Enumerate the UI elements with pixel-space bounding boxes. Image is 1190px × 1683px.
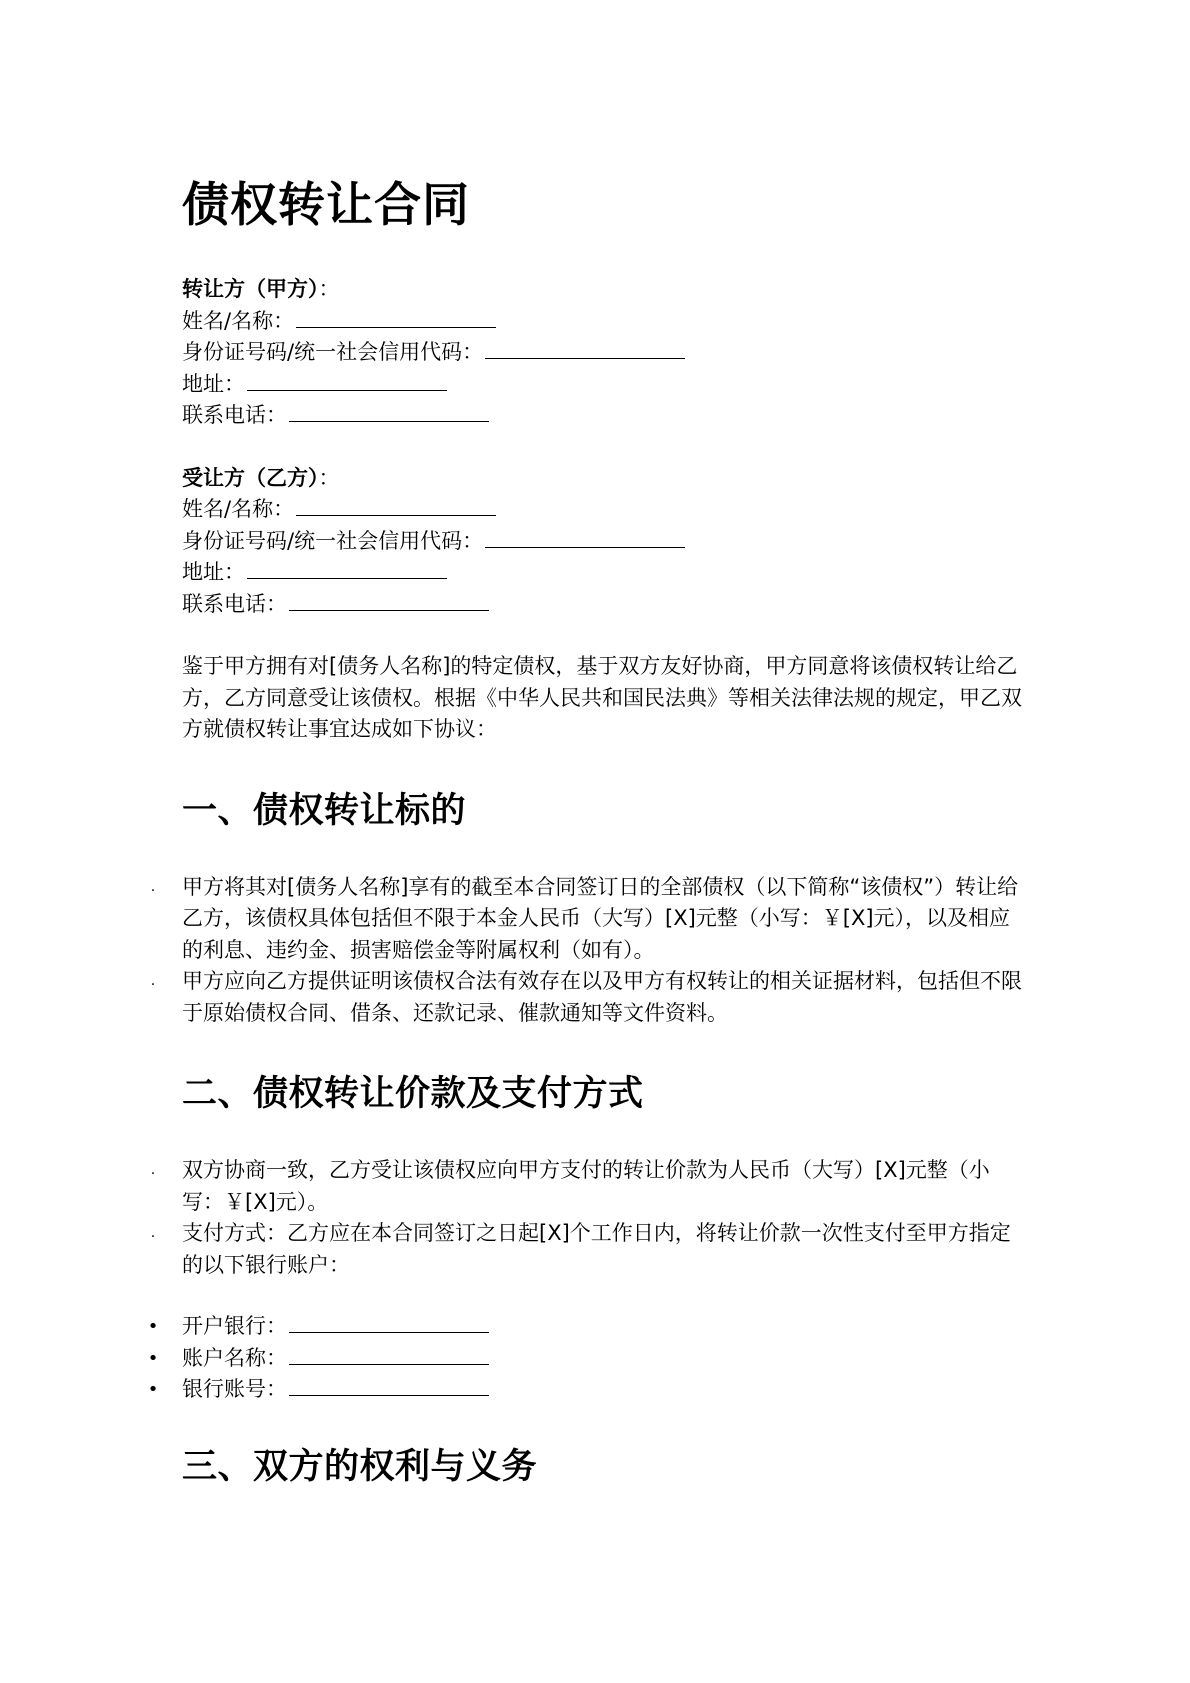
party-b-colon: ：: [318, 465, 340, 490]
section-1-list: [150, 872, 1022, 1030]
field-label: 联系电话：: [182, 591, 287, 616]
fill-in-blank: [485, 338, 685, 359]
section-3-heading: 三、双方的权利与义务: [182, 1446, 538, 1487]
party-b-block: [182, 463, 1022, 621]
bank-account-list: [147, 1311, 1022, 1406]
field-label: 开户银行：: [182, 1314, 287, 1338]
list-item: [150, 1155, 1022, 1218]
field-label: 地址：: [182, 371, 245, 396]
party-a-address-field: [182, 369, 1022, 401]
party-a-id-field: [182, 337, 1022, 369]
section-1-heading: 一、债权转让标的: [182, 790, 467, 831]
list-item: [150, 872, 1022, 967]
party-a-phone-field: [182, 400, 1022, 432]
field-label: 地址：: [182, 560, 245, 584]
party-b-heading: [182, 463, 1022, 495]
section-2-heading: 二、债权转让价款及支付方式: [182, 1074, 644, 1114]
account-number-field: [147, 1374, 1022, 1406]
field-label: 银行账号：: [182, 1377, 287, 1401]
list-item-text: 双方协商一致，乙方受让该债权应向甲方支付的转让价款为人民币（大写）[X]元整（小写：￥[X]元）。: [182, 1158, 990, 1214]
party-a-heading: [182, 274, 1022, 306]
field-label: 账户名称：: [182, 1345, 287, 1370]
list-marker: .: [150, 1162, 156, 1178]
section-2-list: [150, 1155, 1022, 1281]
list-marker: .: [150, 878, 156, 895]
field-label: 姓名/名称：: [182, 497, 295, 521]
party-b-title: 受让方（乙方）: [182, 465, 319, 490]
list-item: [150, 1218, 1022, 1281]
list-item: [150, 966, 1022, 1029]
fill-in-blank: [289, 1312, 489, 1333]
fill-in-blank: [296, 495, 496, 516]
party-a-title: 转让方（甲方）: [182, 277, 319, 301]
bank-name-field: [147, 1311, 1022, 1343]
fill-in-blank: [247, 558, 447, 579]
fill-in-blank: [289, 401, 489, 422]
bullet-icon: •: [147, 1316, 159, 1337]
list-marker: .: [150, 973, 156, 989]
party-a-colon: ：: [318, 277, 340, 301]
fill-in-blank: [296, 307, 496, 328]
fill-in-blank: [247, 370, 447, 391]
fill-in-blank: [289, 590, 489, 611]
bullet-icon: •: [147, 1347, 159, 1369]
party-b-phone-field: [182, 589, 1022, 621]
party-a-name-field: [182, 306, 1022, 338]
list-marker: .: [150, 1225, 156, 1241]
bullet-icon: •: [147, 1379, 159, 1400]
account-name-field: [147, 1343, 1022, 1375]
fill-in-blank: [289, 1344, 489, 1365]
field-label: 联系电话：: [182, 403, 287, 427]
list-item-text: 支付方式：乙方应在本合同签订之日起[X]个工作日内，将转让价款一次性支付至甲方指定的以下银行账户：: [182, 1221, 1011, 1277]
preamble-paragraph: 鉴于甲方拥有对[债务人名称]的特定债权，基于双方友好协商，甲方同意将该债权转让给乙方，乙方同意受让该债权。根据《中华人民共和国民法典》等相关法律法规的规定，甲乙双方就债权转让事宜达成如下协议：: [182, 654, 1022, 741]
document-content: [147, 170, 1022, 1494]
field-label: 身份证号码/统一社会信用代码：: [182, 340, 484, 364]
party-b-address-field: [182, 557, 1022, 589]
party-b-id-field: [182, 526, 1022, 558]
field-label: 身份证号码/统一社会信用代码：: [182, 528, 484, 553]
fill-in-blank: [289, 1375, 489, 1396]
list-item-text: 甲方应向乙方提供证明该债权合法有效存在以及甲方有权转让的相关证据材料，包括但不限于原始债权合同、借条、还款记录、催款通知等文件资料。: [182, 969, 1022, 1025]
party-b-name-field: [182, 494, 1022, 526]
fill-in-blank: [485, 527, 685, 548]
field-label: 姓名/名称：: [182, 308, 295, 333]
document-title: 债权转让合同: [182, 178, 470, 233]
list-item-text: 甲方将其对[债务人名称]享有的截至本合同签订日的全部债权（以下简称“该债权”）转让给乙方，该债权具体包括但不限于本金人民币（大写）[X]元整（小写：￥[X]元），以及相应的利息、违约金、损害赔偿金等附属权利（如有）。: [182, 874, 1019, 962]
party-a-block: [182, 274, 1022, 432]
